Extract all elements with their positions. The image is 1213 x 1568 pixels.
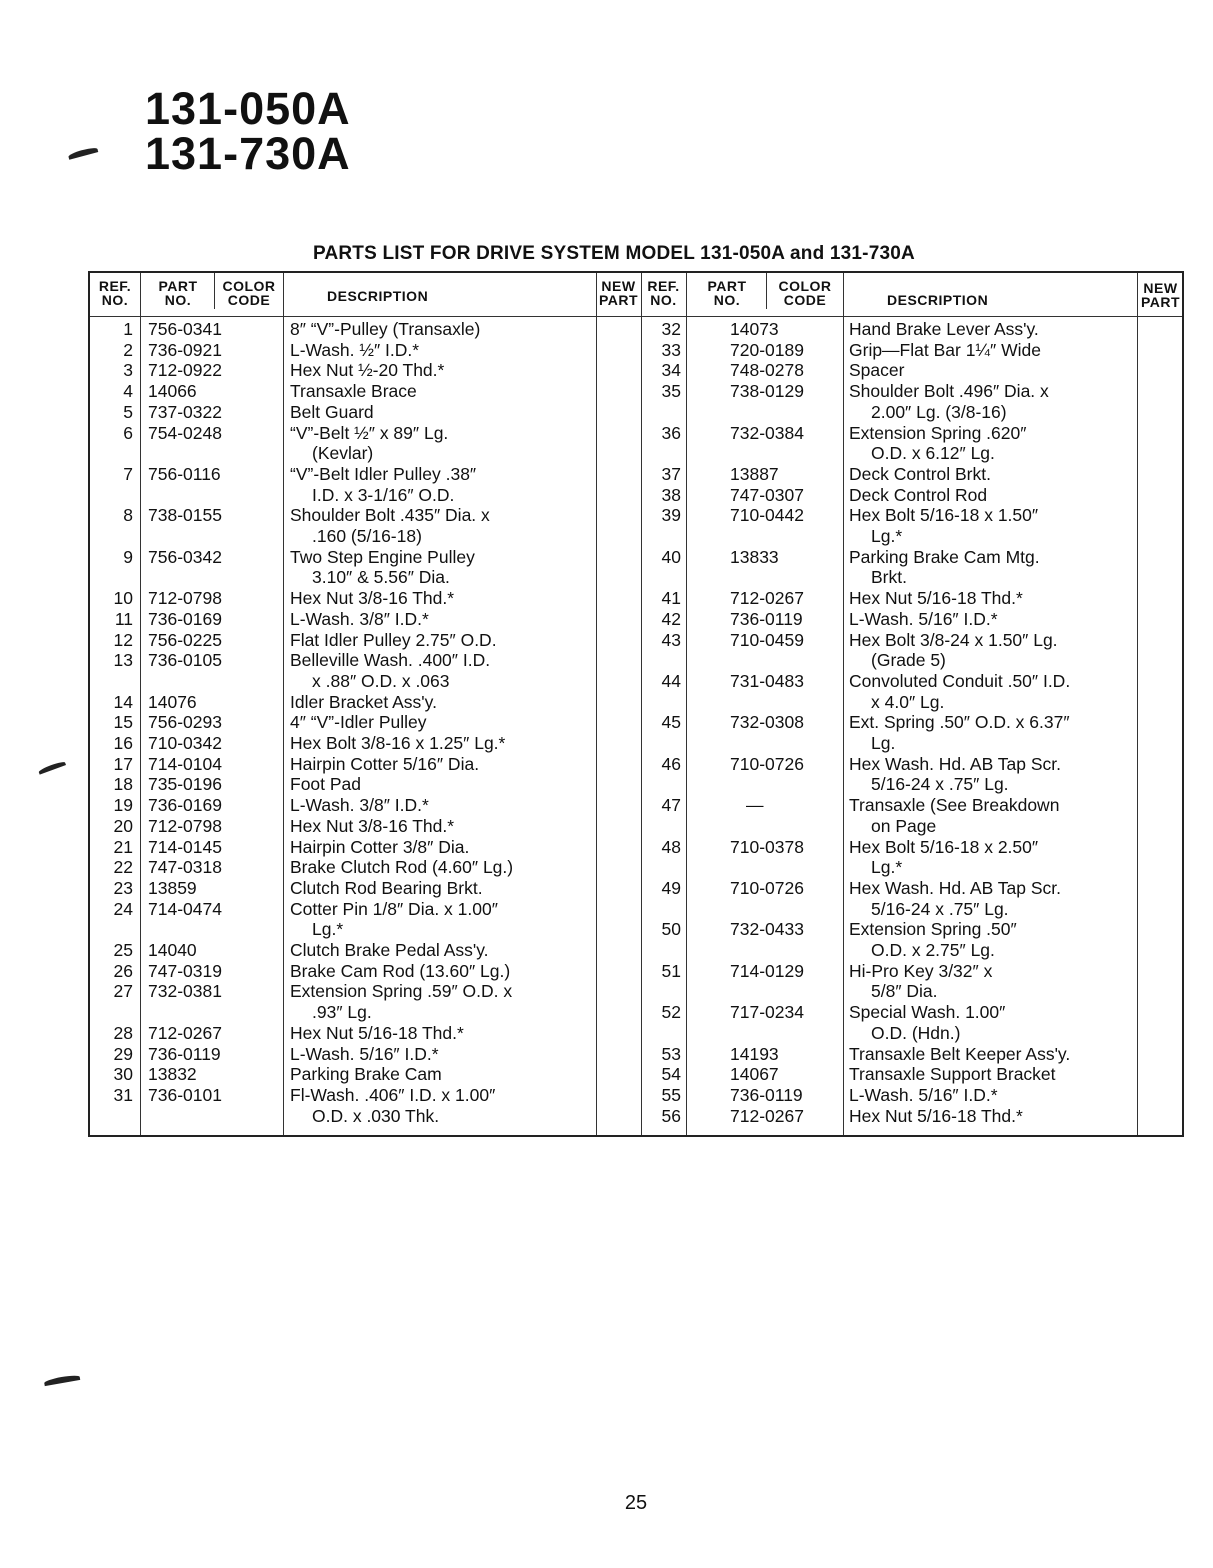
description-line: Extension Spring .620″ [849,422,1027,443]
ref-no: 12 [113,629,133,650]
header-color-code: COLOR CODE [778,278,832,308]
model-number: 131-730A [145,128,351,179]
description-line: x 4.0″ Lg. [871,691,945,712]
description-line: 8″ “V”-Pulley (Transaxle) [290,319,481,339]
description-line: O.D. (Hdn.) [871,1022,961,1043]
ref-no: 48 [661,836,681,857]
ref-no: 2 [123,339,133,360]
description-line: “V”-Belt Idler Pulley .38″ [290,463,477,484]
description-line: Transaxle Support Bracket [849,1064,1056,1085]
part-no: 710-0459 [730,629,804,650]
ref-no: 20 [113,815,133,836]
ref-no: 18 [113,774,133,795]
ref-no: 31 [113,1084,133,1105]
ref-no: 22 [113,857,133,878]
description-line: Hairpin Cotter 5/16″ Dia. [290,753,480,774]
description-line: Hex Nut 3/8-16 Thd.* [290,815,455,836]
description-line: Lg.* [312,919,344,940]
description-line: x .88″ O.D. x .063 [312,670,450,691]
part-no: 756-0293 [148,712,222,733]
part-no: 710-0378 [730,836,804,857]
ref-no: 25 [113,940,133,960]
ref-no: 3 [123,360,133,381]
description-line: Lg. [871,733,896,753]
part-no: 736-0105 [148,650,222,671]
ref-no: 49 [661,877,681,898]
header-part-no: PART NO. [707,278,747,308]
part-no: 710-0726 [730,753,804,774]
part-no: 14066 [148,381,197,402]
description-line: Hex Nut 5/16-18 Thd.* [849,1105,1023,1126]
part-no: 712-0798 [148,588,222,609]
ref-no: 32 [661,319,681,339]
description-line: Hex Nut 5/16-18 Thd.* [849,588,1023,609]
ref-no: 10 [113,588,133,609]
description-line: Hex Nut 5/16-18 Thd.* [290,1022,464,1043]
description-line: Hand Brake Lever Ass'y. [849,319,1039,339]
ref-no: 38 [661,484,681,505]
description-line: O.D. x .030 Thk. [312,1105,440,1126]
part-no: 14040 [148,940,197,960]
part-no: 717-0234 [730,1002,804,1023]
ref-no: 15 [113,712,133,733]
header-new-part: NEW PART [598,278,639,308]
part-no: 747-0307 [730,484,804,505]
part-no: 714-0474 [148,898,222,919]
part-no: 756-0116 [148,463,221,484]
description-line: Deck Control Rod [849,484,988,505]
part-no: 736-0169 [148,795,222,816]
part-no: 712-0922 [148,360,222,381]
description-line: Extension Spring .50″ [849,919,1017,940]
ref-no: 46 [661,753,681,774]
header-ref: REF. NO. [647,278,680,308]
part-no: 737-0322 [148,401,222,422]
header-description: DESCRIPTION [887,292,989,308]
part-no: 756-0342 [148,546,222,567]
description-line: Transaxle Belt Keeper Ass'y. [849,1043,1071,1064]
description-line: Hex Bolt 3/8-16 x 1.25″ Lg.* [290,733,506,753]
part-no: 710-0342 [148,733,222,753]
ref-no: 43 [661,629,681,650]
part-no: 13832 [148,1064,197,1085]
part-no: 747-0319 [148,960,222,981]
page-number: 25 [624,1492,648,1514]
description-line: I.D. x 3-1/16″ O.D. [312,484,455,505]
ref-no: 17 [113,753,133,774]
description-line: Extension Spring .59″ O.D. x [290,981,513,1002]
description-line: Brake Clutch Rod (4.60″ Lg.) [290,857,514,878]
description-line: L-Wash. 5/16″ I.D.* [849,608,998,629]
ref-no: 14 [113,691,133,712]
description-line: Brake Cam Rod (13.60″ Lg.) [290,960,511,981]
description-line: (Kevlar) [312,443,374,464]
header-new-part: NEW PART [1140,280,1181,310]
ref-no: 45 [661,712,681,733]
part-no: 754-0248 [148,422,222,443]
part-no: 756-0225 [148,629,222,650]
description-line: Belt Guard [290,401,374,422]
ref-no: 53 [661,1043,681,1064]
ref-no: 41 [661,588,681,609]
description-line: 5/16-24 x .75″ Lg. [871,898,1009,919]
ref-no: 29 [113,1043,133,1064]
margin-mark [38,760,66,774]
description-line: Special Wash. 1.00″ [849,1002,1006,1023]
description-line: Hex Wash. Hd. AB Tap Scr. [849,877,1062,898]
description-line: Hairpin Cotter 3/8″ Dia. [290,836,470,857]
description-line: Parking Brake Cam [290,1064,442,1085]
description-line: Hex Wash. Hd. AB Tap Scr. [849,753,1062,774]
ref-no: 55 [661,1084,681,1105]
description-line: L-Wash. 3/8″ I.D.* [290,795,429,816]
header-color-code: COLOR CODE [222,278,276,308]
description-line: Belleville Wash. .400″ I.D. [290,650,491,671]
ref-no: 19 [113,795,133,816]
part-no: 14193 [730,1043,779,1064]
description-line: on Page [871,815,937,836]
part-no: 710-0726 [730,877,804,898]
description-line: 4″ “V”-Idler Pulley [290,712,427,733]
part-no: 736-0119 [148,1043,221,1064]
description-line: Hex Nut ½-20 Thd.* [290,360,445,381]
description-line: Cotter Pin 1/8″ Dia. x 1.00″ [290,898,498,919]
part-no: 747-0318 [148,857,222,878]
part-no: 13833 [730,546,779,567]
ref-no: 54 [661,1064,681,1085]
description-line: Ext. Spring .50″ O.D. x 6.37″ [849,712,1070,733]
margin-mark [68,146,99,160]
description-line: Clutch Brake Pedal Ass'y. [290,940,489,960]
description-line: “V”-Belt ½″ x 89″ Lg. [290,422,449,443]
part-no: 14073 [730,319,779,339]
part-no: 732-0381 [148,981,222,1002]
page-title: PARTS LIST FOR DRIVE SYSTEM MODEL 131-050A and 131-730A [313,243,915,264]
description-line: Hex Bolt 5/16-18 x 1.50″ [849,505,1039,526]
ref-no: 5 [123,401,133,422]
description-line: L-Wash. 3/8″ I.D.* [290,608,429,629]
description-line: Flat Idler Pulley 2.75″ O.D. [290,629,497,650]
description-line: 5/8″ Dia. [871,981,938,1002]
description-line: Hex Bolt 3/8-24 x 1.50″ Lg. [849,629,1058,650]
description-line: 2.00″ Lg. (3/8-16) [871,401,1007,422]
ref-no: 1 [123,319,133,339]
part-no: 731-0483 [730,670,804,691]
ref-no: 51 [661,960,681,981]
header-part-no: PART NO. [158,278,198,308]
description-line: Shoulder Bolt .496″ Dia. x [849,381,1049,402]
ref-no: 7 [123,463,133,484]
description-line: Parking Brake Cam Mtg. [849,546,1040,567]
part-no: 736-0101 [148,1084,222,1105]
ref-no: 26 [113,960,133,981]
part-no: 712-0267 [730,1105,804,1126]
part-no: 732-0308 [730,712,804,733]
ref-no: 8 [123,505,133,526]
ref-no: 16 [113,733,133,753]
part-no: 14076 [148,691,197,712]
description-line: Hex Bolt 5/16-18 x 2.50″ [849,836,1039,857]
description-line: Two Step Engine Pulley [290,546,475,567]
ref-no: 24 [113,898,133,919]
description-line: L-Wash. 5/16″ I.D.* [290,1043,439,1064]
description-line: 5/16-24 x .75″ Lg. [871,774,1009,795]
description-line: Transaxle Brace [290,381,417,402]
ref-no: 27 [113,981,133,1002]
description-line: L-Wash. 5/16″ I.D.* [849,1084,998,1105]
ref-no: 28 [113,1022,133,1043]
part-no: 738-0129 [730,381,804,402]
ref-no: 21 [113,836,133,857]
description-line: Spacer [849,360,905,381]
part-no: 748-0278 [730,360,804,381]
description-line: Foot Pad [290,774,362,795]
description-line: 3.10″ & 5.56″ Dia. [312,567,450,588]
ref-no: 35 [661,381,681,402]
description-line: .93″ Lg. [312,1002,372,1023]
part-no: 714-0145 [148,836,222,857]
ref-no: 4 [123,381,133,402]
part-no: 732-0433 [730,919,804,940]
part-no: 714-0104 [148,753,222,774]
header-description: DESCRIPTION [327,288,429,304]
part-no: 14067 [730,1064,779,1085]
ref-no: 56 [661,1105,681,1126]
ref-no: 47 [661,795,681,816]
description-line: O.D. x 6.12″ Lg. [871,443,995,464]
part-no: 736-0119 [730,608,803,629]
model-numbers [145,83,351,179]
part-no: 714-0129 [730,960,804,981]
description-line: (Grade 5) [871,650,946,671]
part-no: 13887 [730,463,779,484]
part-no: 756-0341 [148,319,222,339]
description-line: Fl-Wash. .406″ I.D. x 1.00″ [290,1084,496,1105]
part-no: 712-0267 [730,588,804,609]
part-no: 720-0189 [730,339,804,360]
part-no: 732-0384 [730,422,804,443]
ref-no: 36 [661,422,681,443]
margin-mark [44,1374,80,1386]
part-no: 712-0798 [148,815,222,836]
part-no: 710-0442 [730,505,804,526]
description-line: Grip—Flat Bar 1¼″ Wide [849,339,1041,360]
ref-no: 34 [661,360,681,381]
part-no: 736-0119 [730,1084,803,1105]
ref-no: 9 [123,546,133,567]
ref-no: 50 [661,919,681,940]
part-no: 738-0155 [148,505,222,526]
parts-table [88,271,1184,1137]
description-line: Lg.* [871,526,903,546]
description-line: Shoulder Bolt .435″ Dia. x [290,505,490,526]
description-line: Transaxle (See Breakdown [849,795,1060,816]
part-no: — [746,795,764,816]
description-line: .160 (5/16-18) [312,526,422,546]
part-no: 735-0196 [148,774,222,795]
ref-no: 30 [113,1064,133,1085]
part-no: 736-0921 [148,339,222,360]
description-line: Brkt. [871,567,907,588]
description-line: Hi-Pro Key 3/32″ x [849,960,993,981]
ref-no: 11 [114,608,133,629]
ref-no: 39 [661,505,681,526]
description-line: L-Wash. ½″ I.D.* [290,339,420,360]
model-number: 131-050A [145,83,351,134]
description-line: O.D. x 2.75″ Lg. [871,940,995,960]
part-no: 13859 [148,877,197,898]
ref-no: 13 [113,650,133,671]
ref-no: 37 [661,463,681,484]
ref-no: 40 [661,546,681,567]
description-line: Lg.* [871,857,903,878]
description-line: Hex Nut 3/8-16 Thd.* [290,588,455,609]
header-ref: REF. NO. [98,278,132,308]
description-line: Deck Control Brkt. [849,463,991,484]
part-no: 712-0267 [148,1022,222,1043]
ref-no: 44 [661,670,681,691]
description-line: Clutch Rod Bearing Brkt. [290,877,483,898]
ref-no: 42 [661,608,681,629]
ref-no: 23 [113,877,133,898]
description-line: Convoluted Conduit .50″ I.D. [849,670,1071,691]
ref-no: 33 [661,339,681,360]
part-no: 736-0169 [148,608,222,629]
description-line: Idler Bracket Ass'y. [290,691,437,712]
ref-no: 52 [661,1002,681,1023]
ref-no: 6 [123,422,133,443]
